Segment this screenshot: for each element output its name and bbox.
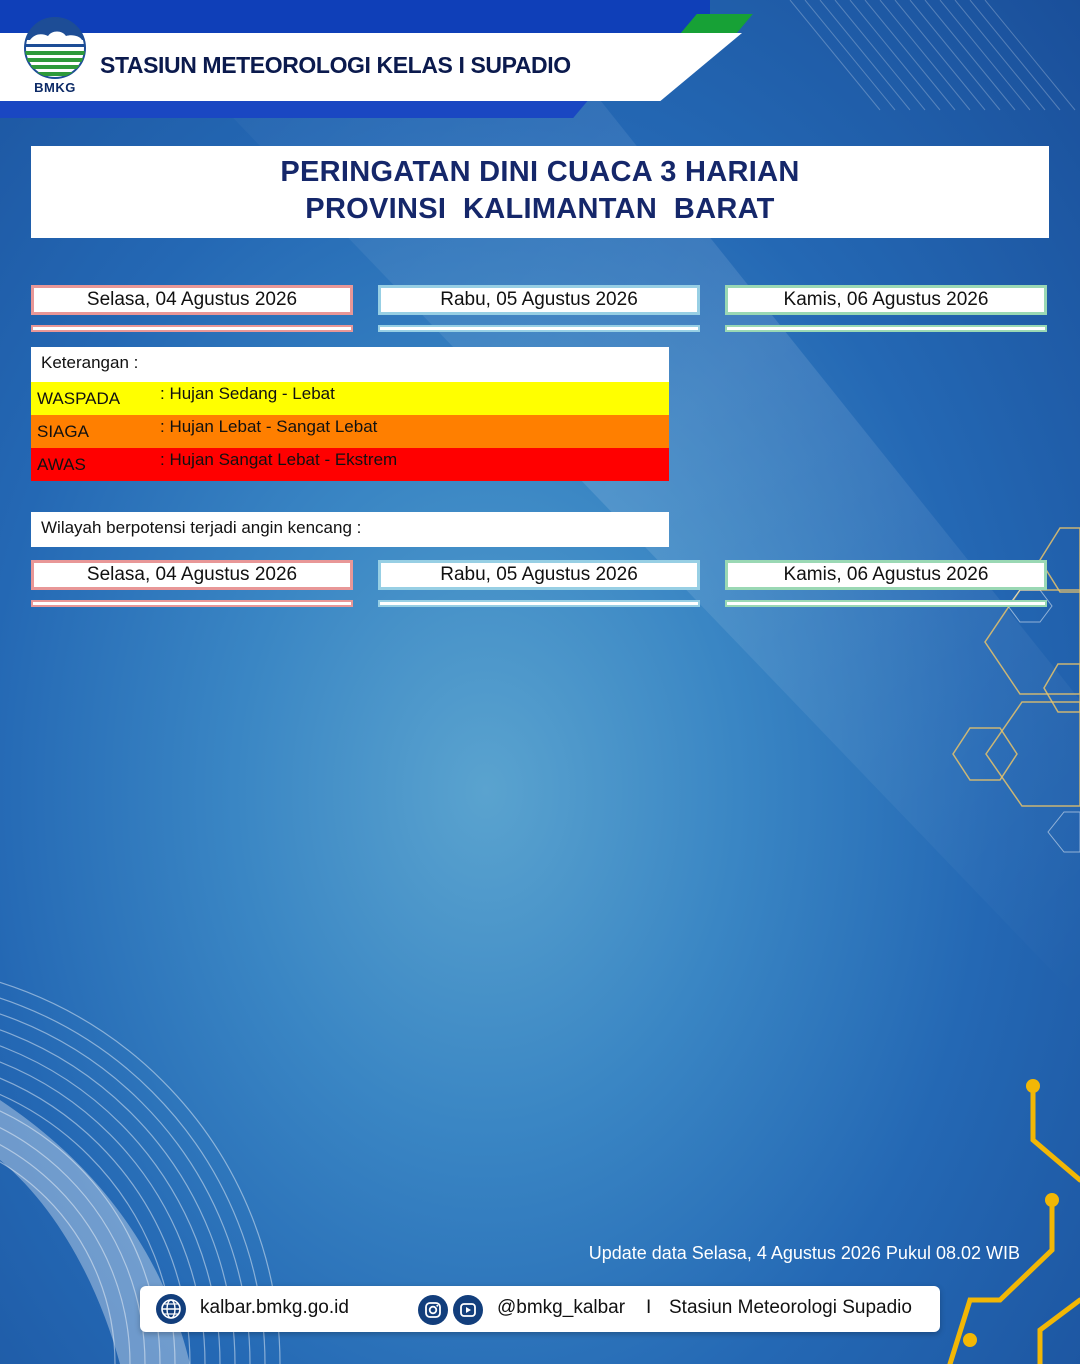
day-header-1: Selasa, 04 Agustus 2026 [31,285,353,315]
website-link[interactable]: kalbar.bmkg.go.id [200,1297,349,1318]
legend-row-awas [31,448,669,481]
instagram-icon[interactable] [418,1295,448,1325]
legend-description: : Hujan Sedang - Lebat [160,384,335,403]
legend-level: WASPADA [37,389,121,408]
legend-row-siaga [31,415,669,448]
legend-table [31,347,669,481]
station-title: STASIUN METEOROLOGI KELAS I SUPADIO [100,52,571,78]
wind-content-bar-1 [31,600,353,607]
header-blue-band [0,0,710,34]
day-content-bar-2 [378,325,700,332]
update-timestamp: Update data Selasa, 4 Agustus 2026 Pukul 08.02 WIB [588,1243,1020,1263]
day-content-bar-1 [31,325,353,332]
footer-separator: I [646,1297,652,1318]
page-title-line2: PROVINSI KALIMANTAN BARAT [305,193,775,225]
legend-description: : Hujan Sangat Lebat - Ekstrem [160,450,398,469]
wind-day-header-1: Selasa, 04 Agustus 2026 [31,560,353,590]
legend-row-waspada [31,382,669,415]
youtube-icon[interactable] [453,1295,483,1325]
day-header-3: Kamis, 06 Agustus 2026 [725,285,1047,315]
wind-day-header-3: Kamis, 06 Agustus 2026 [725,560,1047,590]
wind-content-bar-2 [378,600,700,607]
wind-day-header-2: Rabu, 05 Agustus 2026 [378,560,700,590]
legend-level: AWAS [37,455,86,474]
title-box [31,146,1049,238]
day-header-2: Rabu, 05 Agustus 2026 [378,285,700,315]
day-content-bar-3 [725,325,1047,332]
wind-content-bar-3 [725,600,1047,607]
logo-wordmark: BMKG [34,80,76,95]
social-handle[interactable]: @bmkg_kalbar [497,1297,626,1318]
header-blue-underline [0,98,590,118]
legend-description: : Hujan Lebat - Sangat Lebat [160,417,378,436]
page-title-line1: PERINGATAN DINI CUACA 3 HARIAN [280,156,800,188]
legend-level: SIAGA [37,422,89,441]
wind-heading: Wilayah berpotensi terjadi angin kencang : [31,512,669,547]
legend-heading: Keterangan : [31,347,669,382]
footer-bar [140,1286,940,1332]
globe-icon[interactable] [156,1294,186,1324]
footer-station-name: Stasiun Meteorologi Supadio [669,1297,912,1318]
